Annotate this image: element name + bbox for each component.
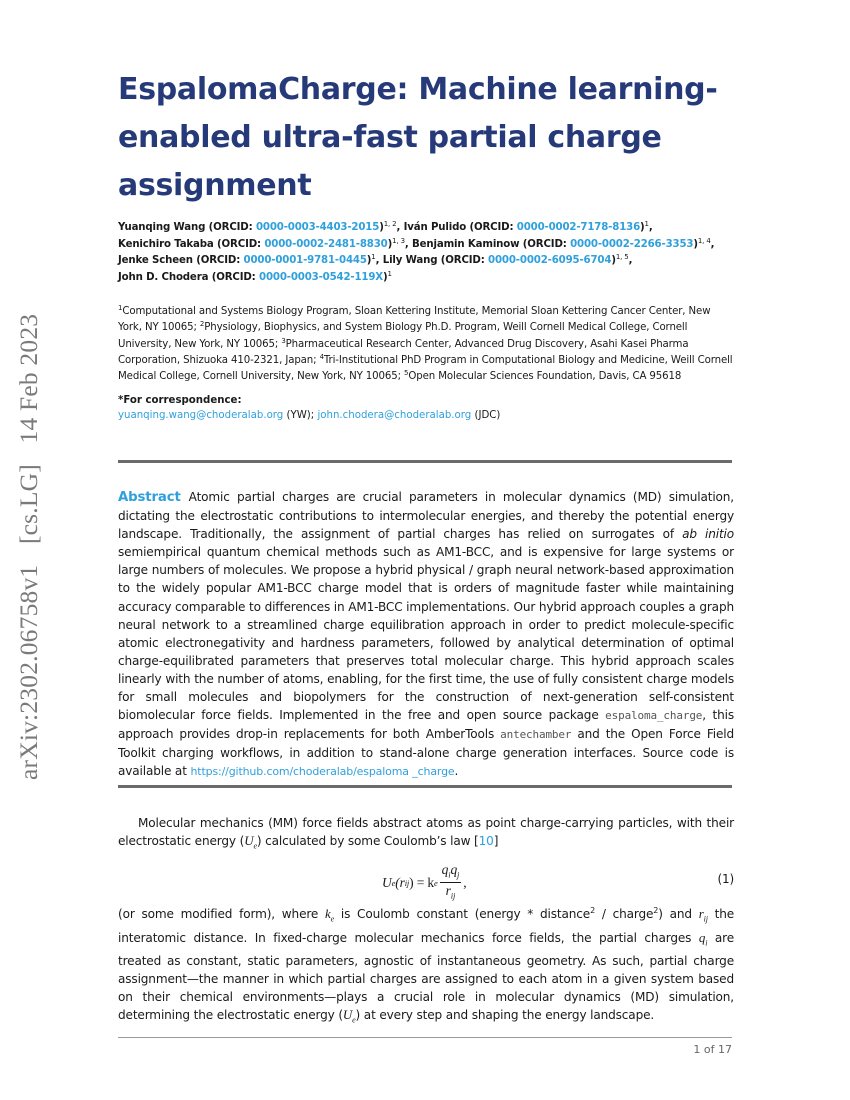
equation-1 [118, 858, 734, 902]
abstract-top-rule [118, 460, 732, 463]
author-3: Kenichiro Takaba (ORCID: 0000-0002-2481-8830)$^{1, 3}$, [118, 236, 413, 250]
paragraph-2: (or some modified form), where $k_e$ is Coulomb constant (energy * distance$^2$ / charge$^2$) and $r_{ij}$ the interatomic distance. In fixed-charge molecular mechanics force fields, the partial charges $q_i$ are treated as constant, static parameters, agnostic of instantaneous geometry. As such, partial charge assignment—the manner in which partial charges are assigned to each atom in a given system based on their chemical environments—plays a crucial role in molecular dynamics (MD) simulation, determining the electrostatic energy $(U_e)$ at every step and shaping the energy landscape. [118, 905, 735, 1026]
affiliation-3: Pharmaceutical Research Center, Advanced Drug Discovery, Asahi Kasei Pharma Corporation, Shizuoka 410-2321, Japan; [118, 338, 689, 366]
author-6: Lily Wang (ORCID: 0000-0002-6095-6704)$^{1, 5}$, [382, 253, 633, 266]
orcid-link[interactable]: 0000-0002-7178-8136 [516, 222, 641, 233]
affiliation-5: Open Molecular Sciences Foundation, Davis, CA 95618 [408, 371, 682, 383]
math-ke: $k_e$ [325, 905, 335, 924]
abstract: Abstract Atomic partial charges are crucial parameters in molecular dynamics (MD) simulation, dictating the electrostatic contributions to intermolecular energies, and thereby the potential energy landscape. Traditionally, the assignment of partial charges has relied on surrogates of ab initio semiempirical quantum chemical methods such as AM1-BCC, and is expensive for large systems or large numbers of molecules. We propose a hybrid physical / graph neural network-based approximation to the widely popular AM1-BCC charge model that is orders of magnitude faster while maintaining accuracy comparable to differences in AM1-BCC implementations. Our hybrid approach couples a graph neural network to a streamlined charge equilibration approach in order to predict molecule-specific atomic electronegativity and hardness parameters, followed by analytical determination of optimal charge-equilibrated parameters that preserves total molecular charge. This hybrid approach scales linearly with the number of atoms, enabling, for the first time, the use of fully consistent charge models for small molecules and biopolymers for the construction of next-generation self-consistent biomolecular force fields. Implemented in the free and open source package espaloma_charge, this approach provides drop-in replacements for both AmberTools antechamber and the Open Force Field Toolkit charging workflows, in addition to stand-alone charge generation interfaces. Source code is available at https://github.com/choderalab/espaloma _charge. [118, 490, 734, 779]
fraction: $\frac{q_iq_j}{r_{ij}}$ [441, 861, 460, 902]
orcid-link[interactable]: 0000-0001-9781-0445 [243, 255, 367, 266]
orcid-link[interactable]: 0000-0002-2481-8830 [264, 238, 388, 250]
equation-number: (1) [717, 871, 734, 886]
author-5: Jenke Scheen (ORCID: 0000-0001-9781-0445)$^1$, [118, 253, 383, 266]
orcid-link[interactable]: 0000-0003-0542-119X [259, 271, 384, 283]
math-rij: $r_{ij}$ [698, 905, 708, 924]
arxiv-id-stamp [14, 300, 44, 780]
math-qi: $q_i$ [698, 929, 708, 948]
footer-rule [118, 1037, 732, 1038]
tool-name: antechamber [500, 728, 572, 742]
affiliations: $^1$Computational and Systems Biology Program, Sloan Kettering Institute, Memorial Sloan Kettering Cancer Center, New York, NY 10065; $^2$Physiology, Biophysics, and System Biology Ph.D. Program, Weill Cornell Medical College, Cornell University, New York, NY 10065; $^3$Pharmaceutical Research Center, Advanced Drug Discovery, Asahi Kasei Pharma Corporation, Shizuoka 410-2321, Japan; $^4$Tri-Institutional PhD Program in Computational Biology and Medicine, Weill Cornell Medical College, Cornell University, New York, NY 10065; $^5$Open Molecular Sciences Foundation, Davis, CA 95618 [118, 304, 733, 383]
author-list [118, 220, 738, 286]
package-name: espaloma_charge [605, 709, 703, 723]
citation-link[interactable]: 10 [478, 834, 494, 849]
abstract-bottom-rule [118, 785, 732, 788]
source-code-link[interactable]: https://github.com/choderalab/espaloma _charge [190, 765, 455, 779]
page-number: 1 of 17 [693, 1043, 732, 1056]
affiliation-2: Physiology, Biophysics, and System Biology Ph.D. Program, Weill Cornell Medical College, Cornell University, New York, NY 10065; [118, 322, 688, 350]
author-7: John D. Chodera (ORCID: 0000-0003-0542-119X)$^1$ [118, 269, 392, 283]
math-Ue: $U_e$ [244, 833, 257, 851]
author-4: Benjamin Kaminow (ORCID: 0000-0002-2266-3353)$^{1, 4}$, [412, 236, 715, 250]
coulomb-law-equation: U e (r ij ) = k e $\frac{q_iq_j}{r_{ij}}$ , [382, 862, 467, 904]
affiliation-1: Computational and Systems Biology Program, Sloan Kettering Institute, Memorial Sloan Kettering Cancer Center, New York, NY 10065; [118, 306, 711, 334]
arxiv-category: [cs.LG] [14, 464, 43, 545]
author-1: Yuanqing Wang (ORCID: 0000-0003-4403-2015)$^{1, 2}$, [118, 220, 404, 233]
orcid-link[interactable]: 0000-0002-2266-3353 [570, 238, 694, 250]
paragraph-1: Molecular mechanics (MM) force fields abstract atoms as point charge-carrying particles, with their electrostatic energy $(U_e)$ calculated by some Coulomb’s law [10] [118, 816, 734, 851]
arxiv-date: 14 Feb 2023 [14, 313, 43, 444]
correspondence-label: *For correspondence: [118, 395, 242, 406]
author-2: Iván Pulido (ORCID: 0000-0002-7178-8136)$^1$, [403, 220, 653, 233]
math-Ue: $U_e$ [342, 1007, 356, 1026]
paper-title: EspalomaCharge: Machine learning-enabled ultra-fast partial charge assignment [118, 72, 718, 203]
affiliation-4: Tri-Institutional PhD Program in Computational Biology and Medicine, Weill Cornell Medical College, Cornell University, New York, NY 10065; [118, 354, 733, 383]
orcid-link[interactable]: 0000-0002-6095-6704 [488, 255, 612, 266]
arxiv-id: arXiv:2302.06758v1 [14, 564, 43, 780]
correspondence: *For correspondence: yuanqing.wang@choderalab.org (YW); john.chodera@choderalab.org (JDC) [118, 393, 738, 423]
email-link-jdc[interactable]: john.chodera@choderalab.org [317, 410, 472, 421]
abstract-label: Abstract [118, 490, 181, 505]
email-link-yw[interactable]: yuanqing.wang@choderalab.org [118, 410, 284, 421]
intro-body [118, 814, 734, 1030]
orcid-link[interactable]: 0000-0003-4403-2015 [255, 222, 380, 233]
